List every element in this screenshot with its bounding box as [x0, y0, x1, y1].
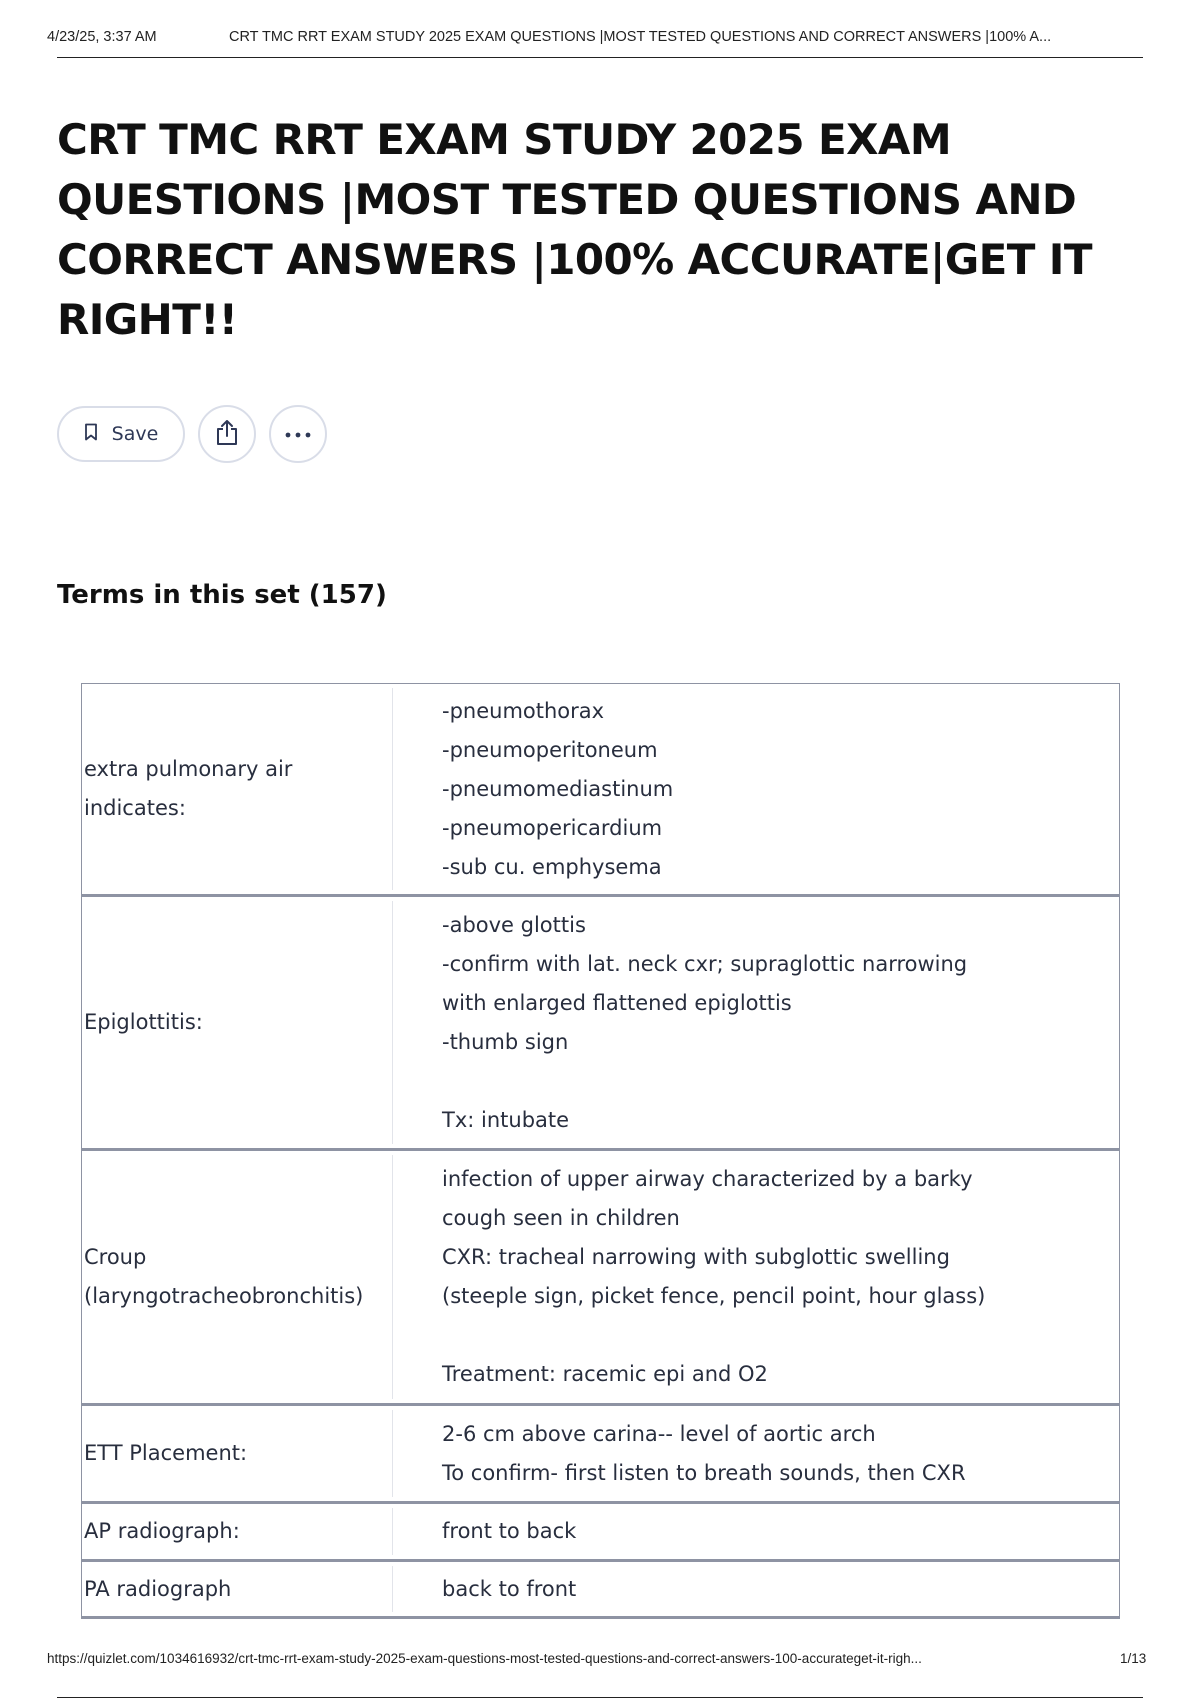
- action-bar: [57, 404, 327, 464]
- term-row: [82, 684, 1120, 896]
- print-footer: [47, 1651, 1147, 1666]
- definition-cell: [392, 896, 1120, 1150]
- term-row: [82, 1503, 1120, 1561]
- definition-line: CXR: tracheal narrowing with subglottic swelling: [442, 1245, 950, 1269]
- print-header: [47, 29, 1145, 45]
- definition-line: -above glottis: [442, 912, 586, 937]
- page-url: https://quizlet.com/1034616932/crt-tmc-rrt-exam-study-2025-exam-questions-most-tested-questions-and-correct-answers-100-accurateget-it-righ...: [47, 1651, 922, 1666]
- definition-line: -pneumothorax: [442, 698, 605, 723]
- definition-line: -pneumopericardium: [442, 815, 663, 840]
- term-cell: Croup (laryngotracheobronchitis): [82, 1150, 393, 1405]
- page-counter: 1/13: [1120, 1651, 1147, 1666]
- more-options-button[interactable]: [269, 405, 327, 463]
- terms-table: [81, 683, 1120, 1619]
- definition-line: 2-6 cm above carina-- level of aortic arch: [442, 1421, 876, 1446]
- term-cell: PA radiograph: [82, 1561, 393, 1618]
- header-divider: [57, 57, 1143, 58]
- definition-line: infection of upper airway characterized by a barky: [442, 1167, 973, 1191]
- definition-line: -pneumomediastinum: [442, 776, 674, 801]
- term-row: [82, 1150, 1120, 1405]
- definition-line: front to back: [442, 1519, 577, 1543]
- definition-line: [442, 1062, 1119, 1101]
- definition-line: back to front: [442, 1576, 577, 1601]
- definition-line: cough seen in children: [442, 1206, 680, 1230]
- term-cell: ETT Placement:: [82, 1405, 393, 1503]
- terms-heading: Terms in this set (157): [57, 580, 387, 610]
- definition-cell: [392, 1150, 1120, 1405]
- more-icon: [284, 425, 312, 443]
- term-cell: extra pulmonary air indicates:: [82, 684, 393, 896]
- share-icon: [214, 418, 240, 451]
- definition-line: (steeple sign, picket fence, pencil point, hour glass): [442, 1284, 986, 1308]
- term-row: [82, 896, 1120, 1150]
- definition-line: -sub cu. emphysema: [442, 854, 662, 879]
- print-document-title: CRT TMC RRT EXAM STUDY 2025 EXAM QUESTIONS |MOST TESTED QUESTIONS AND CORRECT ANSWERS |100% A...: [229, 29, 1052, 45]
- share-button[interactable]: [198, 405, 256, 463]
- print-date: 4/23/25, 3:37 AM: [47, 29, 157, 45]
- definition-line: -confirm with lat. neck cxr; supraglottic narrowing: [442, 951, 968, 976]
- bookmark-icon: [84, 423, 98, 446]
- definition-cell: [392, 1561, 1120, 1618]
- definition-cell: [392, 1405, 1120, 1503]
- term-row: [82, 1405, 1120, 1503]
- definition-cell: [392, 1503, 1120, 1561]
- definition-cell: [392, 684, 1120, 896]
- definition-line: To confirm- first listen to breath sounds, then CXR: [442, 1460, 966, 1485]
- definition-line: Tx: intubate: [442, 1107, 570, 1132]
- definition-line: -pneumoperitoneum: [442, 737, 658, 762]
- term-cell: Epiglottitis:: [82, 896, 393, 1150]
- definition-line: Treatment: racemic epi and O2: [442, 1362, 768, 1386]
- save-button[interactable]: [57, 406, 185, 462]
- definition-line: [442, 1316, 1119, 1355]
- page-title: CRT TMC RRT EXAM STUDY 2025 EXAM QUESTIONS |MOST TESTED QUESTIONS AND CORRECT ANSWERS |100% ACCURATE|GET IT RIGHT!!: [57, 115, 1092, 344]
- definition-line: -thumb sign: [442, 1029, 569, 1054]
- term-row: [82, 1561, 1120, 1618]
- definition-line: with enlarged flattened epiglottis: [442, 990, 792, 1015]
- save-label: Save: [111, 423, 159, 445]
- term-cell: AP radiograph:: [82, 1503, 393, 1561]
- footer-divider: [57, 1697, 1143, 1698]
